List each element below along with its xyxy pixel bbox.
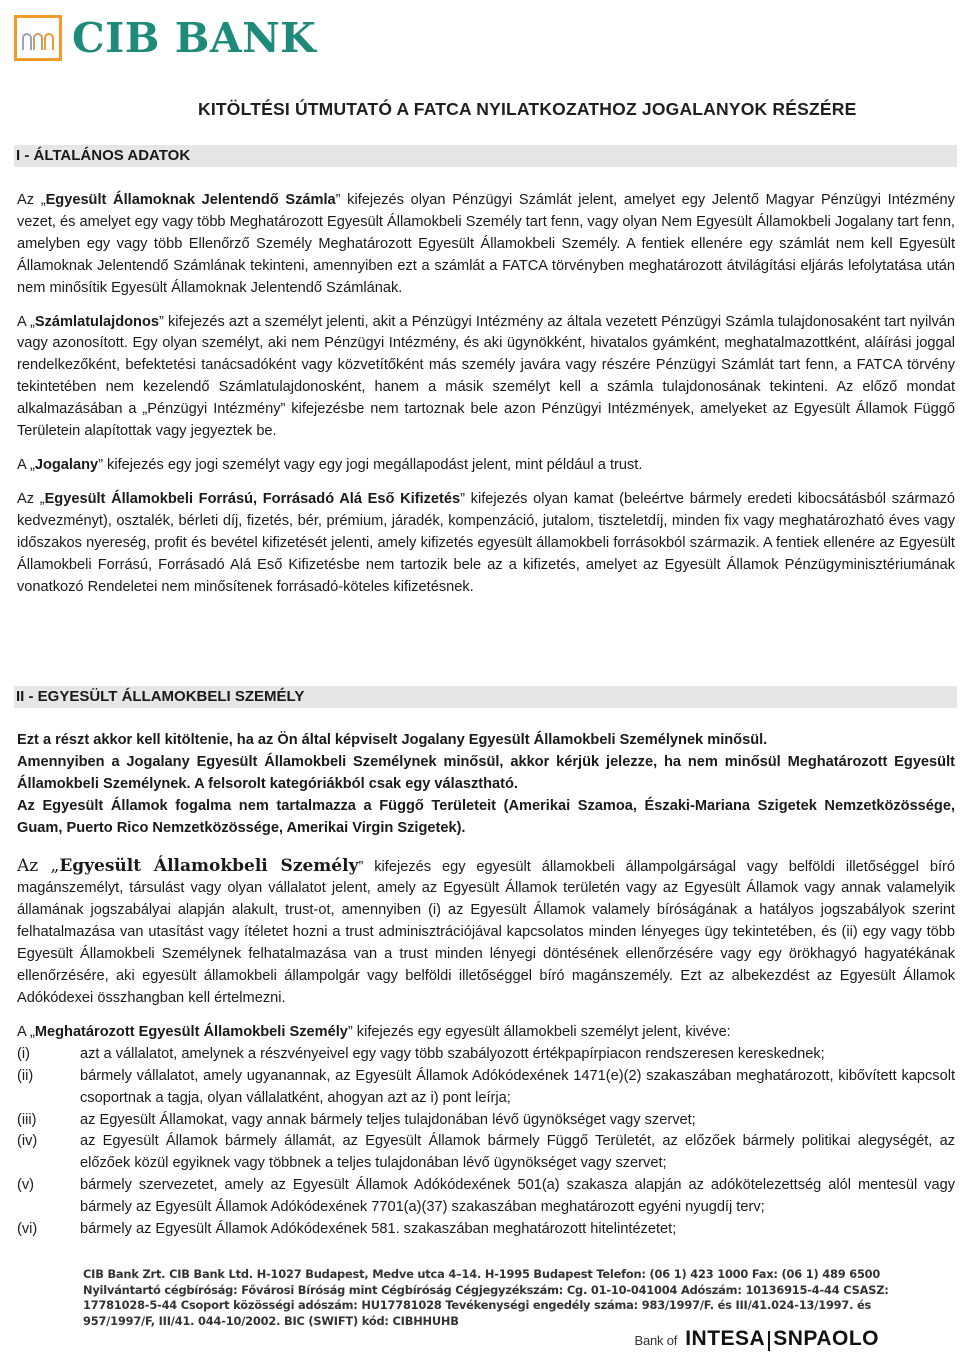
footer-line: CIB Bank Zrt. CIB Bank Ltd. H-1027 Budapest, Medve utca 4–14. H-1995 Budapest Telefon: (06 1) 423 1000 Fax: (06 1) 489 6500	[83, 1267, 881, 1281]
list-item: (iv) az Egyesült Államok bármely államát, az Egyesült Államok bármely Függő Területét, az előzőek bármely politikai alegységét, az előzőek közül egyiknek vagy többnek a teljes tulajdonában lévő ügynökséget vagy szervet;	[17, 1133, 955, 1172]
paragraph-specified-us-person: A „Meghatározott Egyesült Államokbeli Személy” kifejezés egy egyesült államokbeli személyt jelent, kivéve:	[17, 1023, 731, 1040]
cib-bank-logo	[14, 14, 316, 62]
paragraph-reportable-account: Az „Egyesült Államoknak Jelentendő Számla” kifejezés olyan Pénzügyi Számlát jelent, amelyet egy Jelentő Magyar Pénzügyi Intézmény vezet, és amelyet egy vagy több Meghatározott Egyesült Államokbeli Személy tart fenn, vagy olyan Nem Egyesült Államokbeli Jogalany tart fenn, amelyben egy vagy több Ellenőrző Személy Meghatározott Egyesült Államokbeli Személy. A fentiek ellenére egy számlát nem kell Egyesült Államoknak Jelentendő Számlának tekinteni, amennyiben ezt a számlát a FATCA törvényben meghatározott átvilágítási eljárás lefolytatása után nem minősítik Egyesült Államoknak Jelentendő Számlának.	[17, 192, 955, 296]
list-item: (v) bármely szervezetet, amely az Egyesült Államok Adókódexének 501(a) szakasza alapján az adókötelezettség alól mentesül vagy bármely az Egyesült Államok Adókódexének 7701(a)(37) szakaszában meghatározott egyéni nyugdíj terv;	[17, 1177, 955, 1216]
section-1-body	[17, 190, 955, 598]
paragraph-entity: A „Jogalany” kifejezés egy jogi személyt vagy egy jogi megállapodást jelent, mint például a trust.	[17, 456, 643, 473]
sanpaolo-label: SNPAOLO	[773, 1327, 879, 1350]
bank-of-label: Bank of	[634, 1333, 678, 1348]
footer-company-info	[83, 1267, 889, 1355]
paragraph-withholdable-payment: Az „Egyesült Államokbeli Forrású, Forrásadó Alá Eső Kifizetés” kifejezés olyan kamat (beleértve bármely eredeti kibocsátásból származó kedvezményt), osztalék, bérleti díj, fizetés, bér, prémium, járadék, kompenzáció, jutalom, tiszteletdíj, minden fix vagy meghatározható éves vagy időszakos nyereség, profit és bevétel kifizetését jelenti, amely kifizetés egyesült államokbeli forrásokból származik. A fentiek ellenére az Egyesült Államokbeli Forrású, Forrásadó Alá Eső Kifizetésbe nem tartozik bele az a kifizetés, amelyet az Egyesült Államok Pénzügyminisztériumának vonatkozó Rendeletei nem minősítenek forrásadó-köteles kifizetésnek.	[17, 490, 955, 595]
section-1-heading: I - ÁLTALÁNOS ADATOK	[14, 145, 957, 167]
exception-list	[17, 1044, 955, 1241]
footer-line: 17781028-5-44 Csoport közösségi adószám: HU17781028 Tevékenységi engedély száma: 983/1997/F. és III/41.024-13/1997. és	[83, 1298, 872, 1313]
cib-arches-icon	[14, 15, 62, 61]
bold-intro-2: Amennyiben a Jogalany Egyesült Államokbeli Személynek minősül, akkor kérjük jelezze, ha nem minősül Meghatározott Egyesült Államokbeli Személynek. A felsorolt kategóriákból csak egy választható.	[17, 753, 955, 792]
brand-divider	[768, 1331, 770, 1351]
list-item: (vi) bármely az Egyesült Államok Adókódexének 581. szakaszában meghatározott hitelintézetet;	[17, 1221, 677, 1238]
bold-intro-1: Ezt a részt akkor kell kitöltenie, ha az Ön által képviselt Jogalany Egyesült Államokbeli Személynek minősül.	[17, 732, 768, 748]
document-title: KITÖLTÉSI ÚTMUTATÓ A FATCA NYILATKOZATHOZ JOGALANYOK RÉSZÉRE	[198, 99, 857, 119]
footer-line: Nyilvántartó cégbíróság: Fővárosi Bíróság mint Cégbíróság Cégjegyzékszám: Cg. 01-10-041004 Adószám: 10136915-4-44 CSASZ:	[83, 1282, 889, 1297]
section-2-body	[17, 730, 955, 1241]
logo-text: CIB BANK	[72, 14, 317, 62]
intesa-label: INTESA	[685, 1327, 766, 1350]
list-item: (i) azt a vállalatot, amelynek a részvényeivel egy vagy több szabályozott értékpapírpiacon rendszeresen kereskednek;	[17, 1045, 825, 1062]
list-item: (iii) az Egyesült Államokat, vagy annak bármely teljes tulajdonában lévő ügynökséget vagy szervet;	[17, 1111, 696, 1128]
intesa-sanpaolo-logo	[634, 1327, 880, 1351]
paragraph-account-holder: A „Számlatulajdonos” kifejezés azt a személyt jelenti, akit a Pénzügyi Intézmény az általa vezetett Pénzügyi Számla tulajdonosaként tart nyilván vagy azonosított. Egy olyan személyt, aki nem Pénzügyi Intézmény, és aki ügynökként, hivatalos gyámként, meghatalmazottként, aláírási joggal rendelkezőként, befektetési tanácsadóként vagy közvetítőként más személy javára vagy részére Pénzügyi Számlát tart fenn, a FATCA törvény tekintetében nem kezelendő Számlatulajdonosként, hanem a másik személyt kell a számla tulajdonosának tekinteni. Az előző mondat alkalmazásában a „Pénzügyi Intézmény” kifejezésbe nem tartoznak bele azon Pénzügyi Intézmények, amelyeket az Egyesült Államok Függő Területein alapítottak vagy jegyeztek be.	[17, 313, 955, 440]
footer-line: 957/1997/F, III/41. 044-10/2002. BIC (SWIFT) kód: CIBHHUHB	[83, 1313, 459, 1328]
paragraph-us-person: Az „Egyesült Államokbeli Személy” kifejezés egy egyesült államokbeli állampolgárságal vagy belföldi illetőséggel bíró magánszemélyt, társulást vagy olyan vállalatot jelent, amely az Egyesült Államok területén vagy az Egyesült Államok vagy annak valamelyik államának jogszabályai alapján alakult, trust-ot, amennyiben (i) az Egyesült Államok valamely bíróságának a hatályos jogszabályok szerint felhatalmazása van utasítást vagy ítéletet hozni a trust adminisztrációjával kapcsolatos minden lényeges ügy tekintetében, és (ii) egy vagy több Egyesült Államokbeli Személynek felhatalmazása van a trust minden lényegi döntésének ellenőrzésére vagy egy örökhagyó hagyatékának ellenőrzésére, aki egyesült államokbeli állampolgár vagy belföldi illetőséggel bíró magánszemély. Ezt az albekezdést az Egyesült Államok Adókódexei összhangban kell értelmezni.	[17, 855, 955, 1006]
bold-intro-3: Az Egyesült Államok fogalma nem tartalmazza a Függő Területeit (Amerikai Szamoa, Északi-Mariana Szigetek Nemzetközössége, Guam, Puerto Rico Nemzetközössége, Amerikai Virgin Szigetek).	[17, 797, 955, 836]
section-2-heading: II - EGYESÜLT ÁLLAMOKBELI SZEMÉLY	[14, 686, 957, 708]
list-item: (ii) bármely vállalatot, amely ugyanannak, az Egyesült Államok Adókódexének 1471(e)(2) szakaszában meghatározott, kibővített kapcsolt csoportnak a tagja, olyan vállalatként, ahogyan azt az i) pont leírja;	[17, 1067, 955, 1106]
